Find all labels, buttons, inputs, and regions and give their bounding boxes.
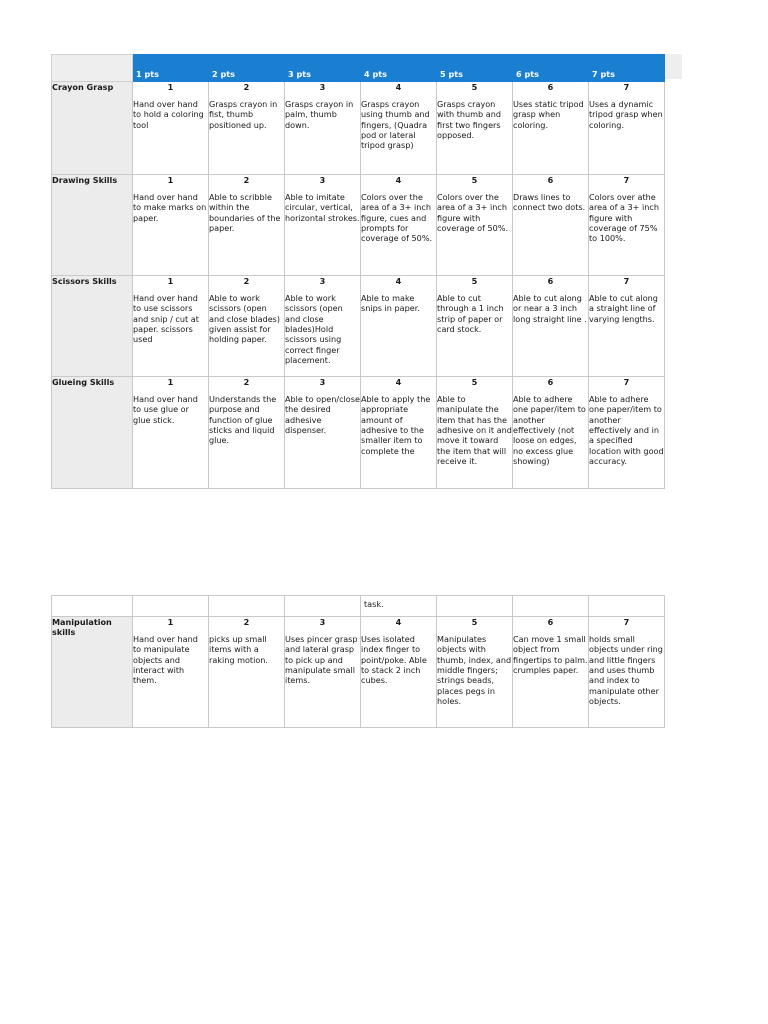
rubric-cell: [589, 276, 665, 377]
score-description: Draws lines to connect two dots.: [513, 192, 586, 213]
score-description: Hand over hand to use glue or glue stick.: [133, 394, 198, 425]
continuation-cell: [437, 596, 513, 617]
criterion-label: Crayon Grasp: [52, 82, 133, 175]
score-number: 6: [547, 617, 554, 627]
score-description: Grasps crayon with thumb and first two fingers opposed.: [437, 99, 501, 141]
score-number: 7: [623, 175, 630, 185]
rubric-cell: [361, 175, 437, 276]
score-number: 1: [167, 82, 174, 92]
score-number: 6: [547, 377, 554, 387]
criterion-label: Manipulation skills: [52, 617, 133, 728]
score-number: 3: [319, 276, 326, 286]
score-description: Able to apply the appropriate amount of adhesive to the smaller item to complete the: [361, 394, 431, 456]
continuation-cell: task.: [361, 596, 437, 617]
rubric-cell: [133, 82, 209, 175]
rubric-cell: [361, 276, 437, 377]
score-description: Able to cut along a straight line of varying lengths.: [589, 293, 658, 324]
header-pts-4: 4 pts: [361, 55, 437, 82]
score-description: Uses static tripod grasp when coloring.: [513, 99, 584, 130]
score-description: Able to make snips in paper.: [361, 293, 420, 314]
rubric-cell: [285, 82, 361, 175]
score-description: Able to imitate circular, vertical, horizontal strokes.: [285, 192, 360, 223]
rubric-row-manipulation-skills: [52, 617, 665, 728]
score-number: 7: [623, 617, 630, 627]
rubric-table: [51, 54, 665, 489]
rubric-cell: [437, 276, 513, 377]
score-number: 2: [243, 276, 250, 286]
score-description: Able to adhere one paper/item to another effectively and in a specified location with good accuracy.: [589, 394, 664, 467]
score-number: 4: [395, 377, 402, 387]
rubric-cell: [589, 175, 665, 276]
continuation-cell: [589, 596, 665, 617]
rubric-cell: [285, 617, 361, 728]
rubric-cell: [513, 617, 589, 728]
score-number: 5: [471, 377, 478, 387]
score-description: Manipulates objects with thumb, index, and middle fingers; strings beads, places pegs in holes.: [437, 634, 512, 707]
rubric-cell: [209, 82, 285, 175]
score-description: Hand over hand to make marks on paper.: [133, 192, 207, 223]
rubric-cell: [513, 377, 589, 489]
score-number: 1: [167, 377, 174, 387]
score-number: 2: [243, 377, 250, 387]
score-number: 4: [395, 617, 402, 627]
score-description: Hand over hand to manipulate objects and interact with them.: [133, 634, 198, 686]
score-description: Able to open/close the desired adhesive dispenser.: [285, 394, 360, 436]
rubric-cell: [437, 377, 513, 489]
score-description: Colors over athe area of a 3+ inch figure with coverage of 75% to 100%.: [589, 192, 659, 244]
header-pts-1: 1 pts: [133, 55, 209, 82]
score-number: 1: [167, 175, 174, 185]
rubric-cell: [437, 175, 513, 276]
rubric-cell: [589, 617, 665, 728]
rubric-cell: [285, 377, 361, 489]
header-pts-6: 6 pts: [513, 55, 589, 82]
header-pts-2: 2 pts: [209, 55, 285, 82]
score-description: Able to scribble within the boundaries of the paper.: [209, 192, 281, 234]
criterion-label: Glueing Skills: [52, 377, 133, 489]
continuation-cell: [133, 596, 209, 617]
rubric-row-crayon-grasp: [52, 82, 665, 175]
rubric-cell: [133, 276, 209, 377]
rubric-cell: [285, 175, 361, 276]
score-number: 1: [167, 617, 174, 627]
score-description: Able to cut along or near a 3 inch long straight line .: [513, 293, 587, 324]
rubric-cell: [361, 377, 437, 489]
rubric-cell: [589, 377, 665, 489]
score-number: 5: [471, 175, 478, 185]
rubric-cell: [209, 276, 285, 377]
score-number: 6: [547, 82, 554, 92]
rubric-cell: [133, 175, 209, 276]
score-number: 7: [623, 82, 630, 92]
header-corner: [52, 55, 133, 82]
continuation-cell: [209, 596, 285, 617]
rubric-cell: [133, 377, 209, 489]
criterion-label: Scissors Skills: [52, 276, 133, 377]
score-number: 6: [547, 276, 554, 286]
continuation-cell: [285, 596, 361, 617]
header-pts-3: 3 pts: [285, 55, 361, 82]
score-number: 7: [623, 377, 630, 387]
score-description: Able to cut through a 1 inch strip of paper or card stock.: [437, 293, 504, 335]
rubric-cell: [209, 617, 285, 728]
score-description: Able to work scissors (open and close blades) given assist for holding paper.: [209, 293, 281, 345]
score-number: 2: [243, 175, 250, 185]
score-number: 5: [471, 276, 478, 286]
continuation-corner: [52, 596, 133, 617]
rubric-cell: [513, 175, 589, 276]
score-number: 3: [319, 617, 326, 627]
score-description: Grasps crayon in palm, thumb down.: [285, 99, 354, 130]
score-number: 3: [319, 377, 326, 387]
score-number: 4: [395, 276, 402, 286]
criterion-label: Drawing Skills: [52, 175, 133, 276]
score-description: Able to manipulate the item that has the adhesive on it and move it toward the item that will receive it.: [437, 394, 512, 467]
score-number: 2: [243, 82, 250, 92]
score-number: 1: [167, 276, 174, 286]
rubric-cell: [209, 377, 285, 489]
score-description: Can move 1 small object from fingertips to palm. crumples paper.: [513, 634, 588, 676]
header-pts-7: 7 pts: [589, 55, 665, 82]
score-description: Uses pincer grasp and lateral grasp to pick up and manipulate small items.: [285, 634, 358, 686]
rubric-cell: [513, 82, 589, 175]
rubric-cell: [361, 82, 437, 175]
score-number: 5: [471, 82, 478, 92]
score-number: 5: [471, 617, 478, 627]
rubric-cell: [133, 617, 209, 728]
score-number: 6: [547, 175, 554, 185]
rubric-row-drawing-skills: [52, 175, 665, 276]
score-description: Able to work scissors (open and close blades)Hold scissors using correct finger placement.: [285, 293, 343, 366]
score-description: Hand over hand to hold a coloring tool: [133, 99, 204, 130]
score-description: Grasps crayon in fist, thumb positioned up.: [209, 99, 278, 130]
rubric-cell: [513, 276, 589, 377]
score-description: Hand over hand to use scissors and snip / cut at paper. scissors used: [133, 293, 199, 345]
score-description: Uses a dynamic tripod grasp when coloring.: [589, 99, 663, 130]
score-description: holds small objects under ring and little fingers and uses thumb and index to manipulate other objects.: [589, 634, 663, 707]
rubric-cell: [589, 82, 665, 175]
score-number: 4: [395, 82, 402, 92]
score-description: Understands the purpose and function of glue sticks and liquid glue.: [209, 394, 277, 446]
rubric-header-row: [52, 55, 665, 82]
continuation-cell: [513, 596, 589, 617]
score-number: 3: [319, 82, 326, 92]
rubric-cell: [361, 617, 437, 728]
rubric-row-glueing-skills: [52, 377, 665, 489]
rubric-cell: [437, 617, 513, 728]
rubric-row-scissors-skills: [52, 276, 665, 377]
rubric-cell: [437, 82, 513, 175]
header-pts-5: 5 pts: [437, 55, 513, 82]
score-number: 4: [395, 175, 402, 185]
rubric-cell: [209, 175, 285, 276]
score-description: Colors over the area of a 3+ inch figure, cues and prompts for coverage of 50%.: [361, 192, 433, 244]
score-number: 2: [243, 617, 250, 627]
score-description: picks up small items with a raking motion.: [209, 634, 268, 665]
score-description: Able to adhere one paper/item to another effectively (not loose on edges, no excess glue showing): [513, 394, 586, 467]
rubric-table-continued: [51, 595, 665, 728]
rubric-cell: [285, 276, 361, 377]
continuation-row: [52, 596, 665, 617]
score-description: Grasps crayon using thumb and fingers, (Quadra pod or lateral tripod grasp): [361, 99, 430, 151]
score-description: Uses isolated index finger to point/poke. Able to stack 2 inch cubes.: [361, 634, 427, 686]
score-number: 7: [623, 276, 630, 286]
score-description: Colors over the area of a 3+ inch figure with coverage of 50%.: [437, 192, 509, 234]
score-number: 3: [319, 175, 326, 185]
